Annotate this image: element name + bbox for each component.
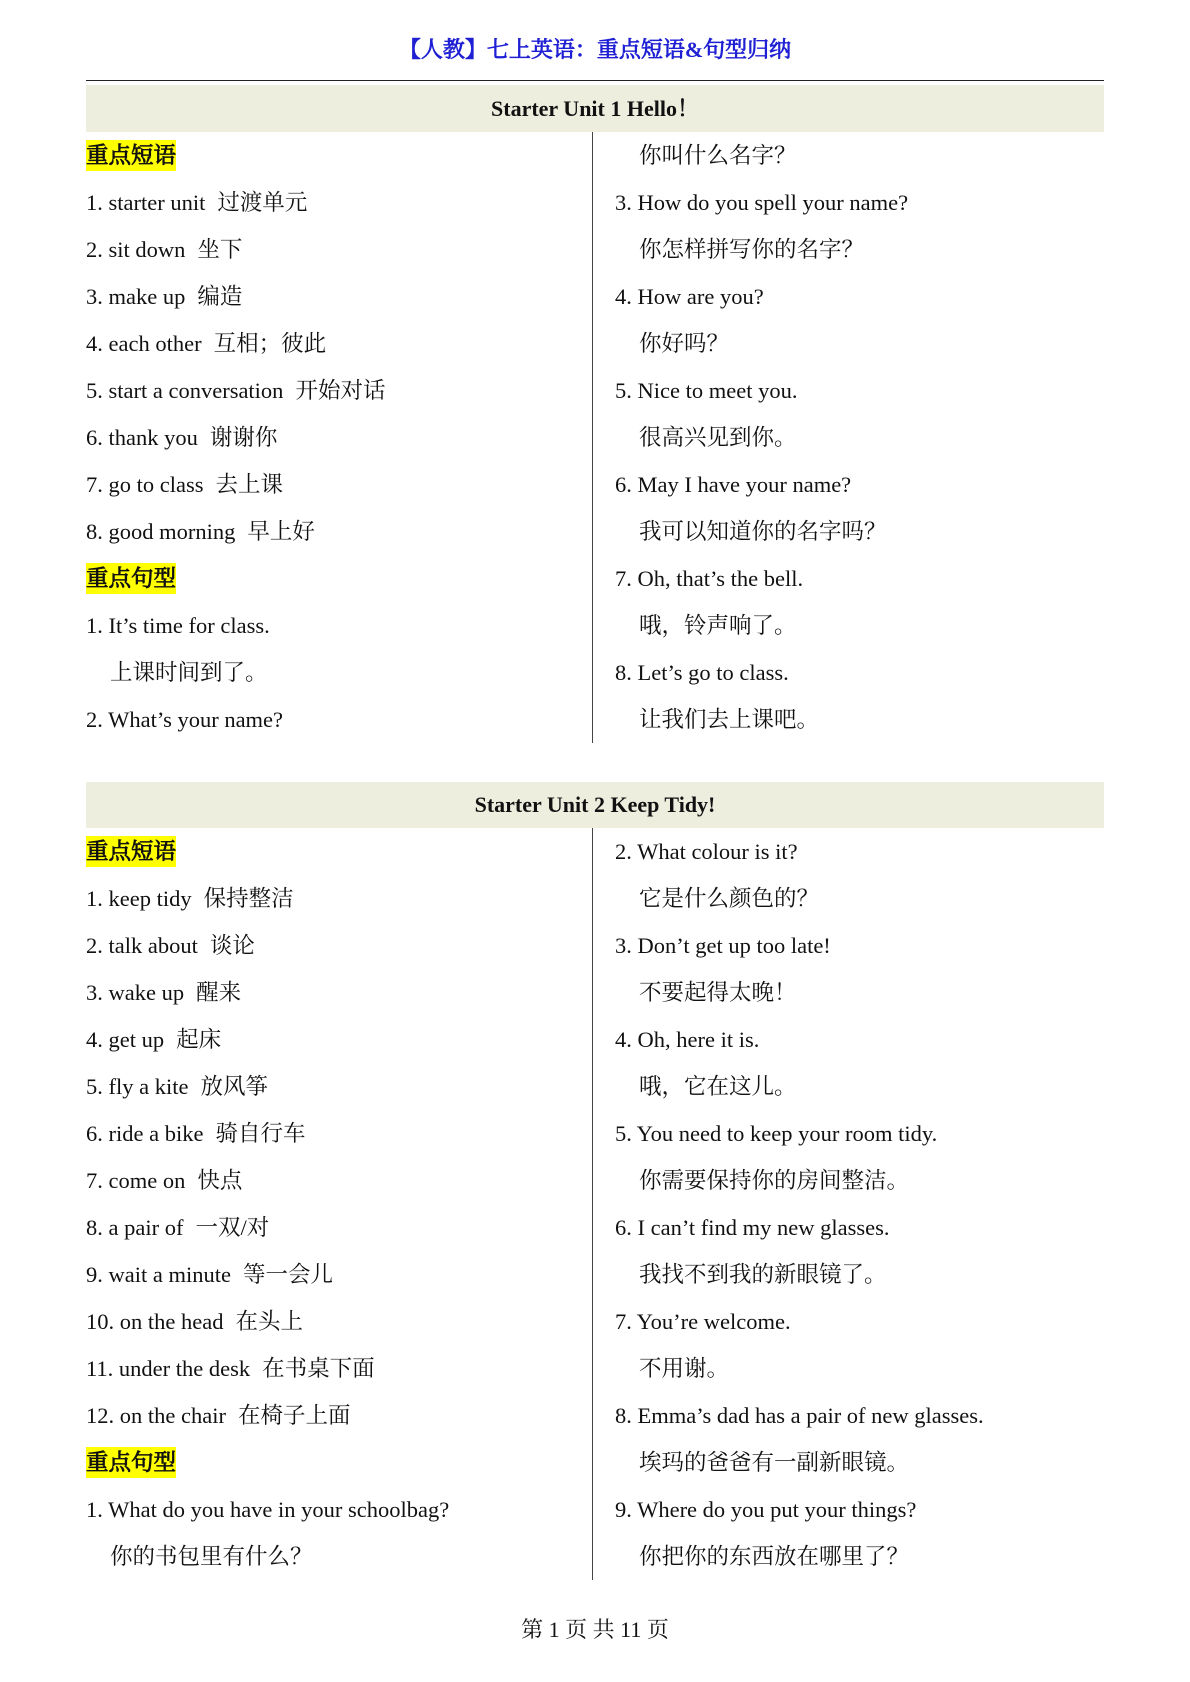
phrase-chinese: 编造 xyxy=(197,284,243,309)
unit-header: Starter Unit 2 Keep Tidy! xyxy=(86,782,1104,828)
sentence-chinese: 很高兴见到你。 xyxy=(639,425,797,450)
sentence-chinese: 你叫什么名字？ xyxy=(639,143,797,168)
phrase-english: 5. start a conversation xyxy=(86,378,284,403)
phrase-item xyxy=(86,1345,592,1392)
sentence-chinese: 你的书包里有什么？ xyxy=(110,1544,313,1569)
phrase-item xyxy=(86,414,592,461)
phrase-chinese: 醒来 xyxy=(196,980,242,1005)
sentence-chinese: 不要起得太晚！ xyxy=(639,980,797,1005)
sentence-english: 4. How are you? xyxy=(615,284,764,309)
phrase-chinese: 谢谢你 xyxy=(209,425,278,450)
sentence-english: 3. Don’t get up too late! xyxy=(615,933,831,958)
phrase-chinese: 在椅子上面 xyxy=(237,1403,351,1428)
phrase-chinese: 等一会儿 xyxy=(242,1262,333,1287)
phrase-chinese: 去上课 xyxy=(215,472,284,497)
unit-header: Starter Unit 1 Hello！ xyxy=(86,85,1104,132)
sentence-chinese: 你怎样拼写你的名字？ xyxy=(639,237,865,262)
section-row xyxy=(86,555,592,602)
document-title: 【人教】七上英语：重点短语&句型归纳 xyxy=(398,37,792,62)
sentence-english: 7. You’re welcome. xyxy=(615,1309,791,1334)
phrase-item xyxy=(86,367,592,414)
phrase-item xyxy=(86,179,592,226)
sentence-chinese: 不用谢。 xyxy=(639,1356,730,1381)
phrase-chinese: 一双/对 xyxy=(195,1215,270,1240)
phrase-english: 11. under the desk xyxy=(86,1356,251,1381)
unit-body xyxy=(86,828,1104,1580)
phrase-item xyxy=(86,1204,592,1251)
phrase-english: 3. wake up xyxy=(86,980,185,1005)
page-footer: 第 1 页 共 11 页 xyxy=(521,1617,669,1642)
phrase-item xyxy=(86,320,592,367)
sentence-chinese: 埃玛的爸爸有一副新眼镜。 xyxy=(639,1450,910,1475)
sentence-english: 9. Where do you put your things? xyxy=(615,1497,917,1522)
section-row xyxy=(86,828,592,875)
phrase-english: 2. sit down xyxy=(86,237,186,262)
phrase-english: 4. each other xyxy=(86,331,202,356)
sentence-english: 7. Oh, that’s the bell. xyxy=(615,566,804,591)
phrase-item xyxy=(86,1251,592,1298)
section-heading-sentences: 重点句型 xyxy=(86,1447,176,1478)
phrase-chinese: 过渡单元 xyxy=(217,190,308,215)
phrase-item xyxy=(86,1298,592,1345)
phrase-item xyxy=(86,273,592,320)
phrase-english: 10. on the head xyxy=(86,1309,224,1334)
phrase-english: 3. make up xyxy=(86,284,186,309)
phrase-english: 1. starter unit xyxy=(86,190,206,215)
left-column xyxy=(86,132,593,743)
phrase-item xyxy=(86,508,592,555)
sentence-english: 8. Emma’s dad has a pair of new glasses. xyxy=(615,1403,984,1428)
phrase-item xyxy=(86,226,592,273)
phrase-chinese: 在头上 xyxy=(235,1309,303,1334)
phrase-chinese: 早上好 xyxy=(247,519,315,544)
sentence-chinese: 我找不到我的新眼镜了。 xyxy=(639,1262,887,1287)
sentence-chinese: 它是什么颜色的？ xyxy=(639,886,820,911)
section-heading-phrases: 重点短语 xyxy=(86,836,176,867)
phrase-english: 5. fly a kite xyxy=(86,1074,189,1099)
phrase-chinese: 谈论 xyxy=(209,933,255,958)
phrase-chinese: 保持整洁 xyxy=(203,886,294,911)
title-rule xyxy=(86,80,1104,81)
sentence-english: 6. I can’t find my new glasses. xyxy=(615,1215,890,1240)
phrase-item xyxy=(86,875,592,922)
sentence-chinese: 哦，它在这儿。 xyxy=(639,1074,797,1099)
phrase-item xyxy=(86,1063,592,1110)
phrase-chinese: 互相；彼此 xyxy=(213,331,327,356)
sentence-chinese: 哦，铃声响了。 xyxy=(639,613,797,638)
sentence-english: 2. What colour is it? xyxy=(615,839,798,864)
sentence-english: 8. Let’s go to class. xyxy=(615,660,789,685)
sentence-chinese: 让我们去上课吧。 xyxy=(639,707,820,732)
phrase-chinese: 开始对话 xyxy=(295,378,386,403)
sentence-english: 1. It’s time for class. xyxy=(86,613,270,638)
phrase-chinese: 骑自行车 xyxy=(215,1121,306,1146)
phrase-chinese: 起床 xyxy=(176,1027,222,1052)
section-heading-phrases: 重点短语 xyxy=(86,140,176,171)
left-column xyxy=(86,828,593,1580)
phrase-english: 4. get up xyxy=(86,1027,165,1052)
phrase-item xyxy=(86,1157,592,1204)
phrase-english: 6. ride a bike xyxy=(86,1121,204,1146)
sentence-english: 6. May I have your name? xyxy=(615,472,852,497)
right-column xyxy=(593,828,1104,1580)
phrase-english: 7. go to class xyxy=(86,472,204,497)
phrase-chinese: 快点 xyxy=(197,1168,243,1193)
sentence-english: 2. What’s your name? xyxy=(86,707,284,732)
phrase-english: 6. thank you xyxy=(86,425,198,450)
right-column xyxy=(593,132,1104,743)
phrase-item xyxy=(86,1016,592,1063)
phrase-chinese: 放风筝 xyxy=(200,1074,268,1099)
sentence-english: 4. Oh, here it is. xyxy=(615,1027,760,1052)
phrase-item xyxy=(86,969,592,1016)
phrase-item xyxy=(86,1110,592,1157)
phrase-english: 2. talk about xyxy=(86,933,198,958)
phrase-english: 8. good morning xyxy=(86,519,236,544)
phrase-english: 9. wait a minute xyxy=(86,1262,231,1287)
phrase-english: 8. a pair of xyxy=(86,1215,184,1240)
sentence-chinese: 你好吗？ xyxy=(639,331,730,356)
sentence-chinese: 我可以知道你的名字吗？ xyxy=(639,519,887,544)
phrase-english: 7. come on xyxy=(86,1168,186,1193)
sentence-chinese: 你需要保持你的房间整洁。 xyxy=(639,1168,910,1193)
unit-body xyxy=(86,132,1104,743)
phrase-english: 12. on the chair xyxy=(86,1403,226,1428)
sentence-english: 5. You need to keep your room tidy. xyxy=(615,1121,938,1146)
sentence-chinese: 上课时间到了。 xyxy=(110,660,268,685)
sentence-english: 3. How do you spell your name? xyxy=(615,190,909,215)
section-row xyxy=(86,1439,592,1486)
section-row xyxy=(86,132,592,179)
sentence-chinese: 你把你的东西放在哪里了？ xyxy=(639,1544,910,1569)
phrase-chinese: 在书桌下面 xyxy=(262,1356,375,1381)
phrase-item xyxy=(86,1392,592,1439)
sentence-english: 1. What do you have in your schoolbag? xyxy=(86,1497,450,1522)
phrase-chinese: 坐下 xyxy=(197,237,243,262)
sentence-english: 5. Nice to meet you. xyxy=(615,378,798,403)
phrase-english: 1. keep tidy xyxy=(86,886,192,911)
phrase-item xyxy=(86,461,592,508)
section-heading-sentences: 重点句型 xyxy=(86,563,176,594)
phrase-item xyxy=(86,922,592,969)
